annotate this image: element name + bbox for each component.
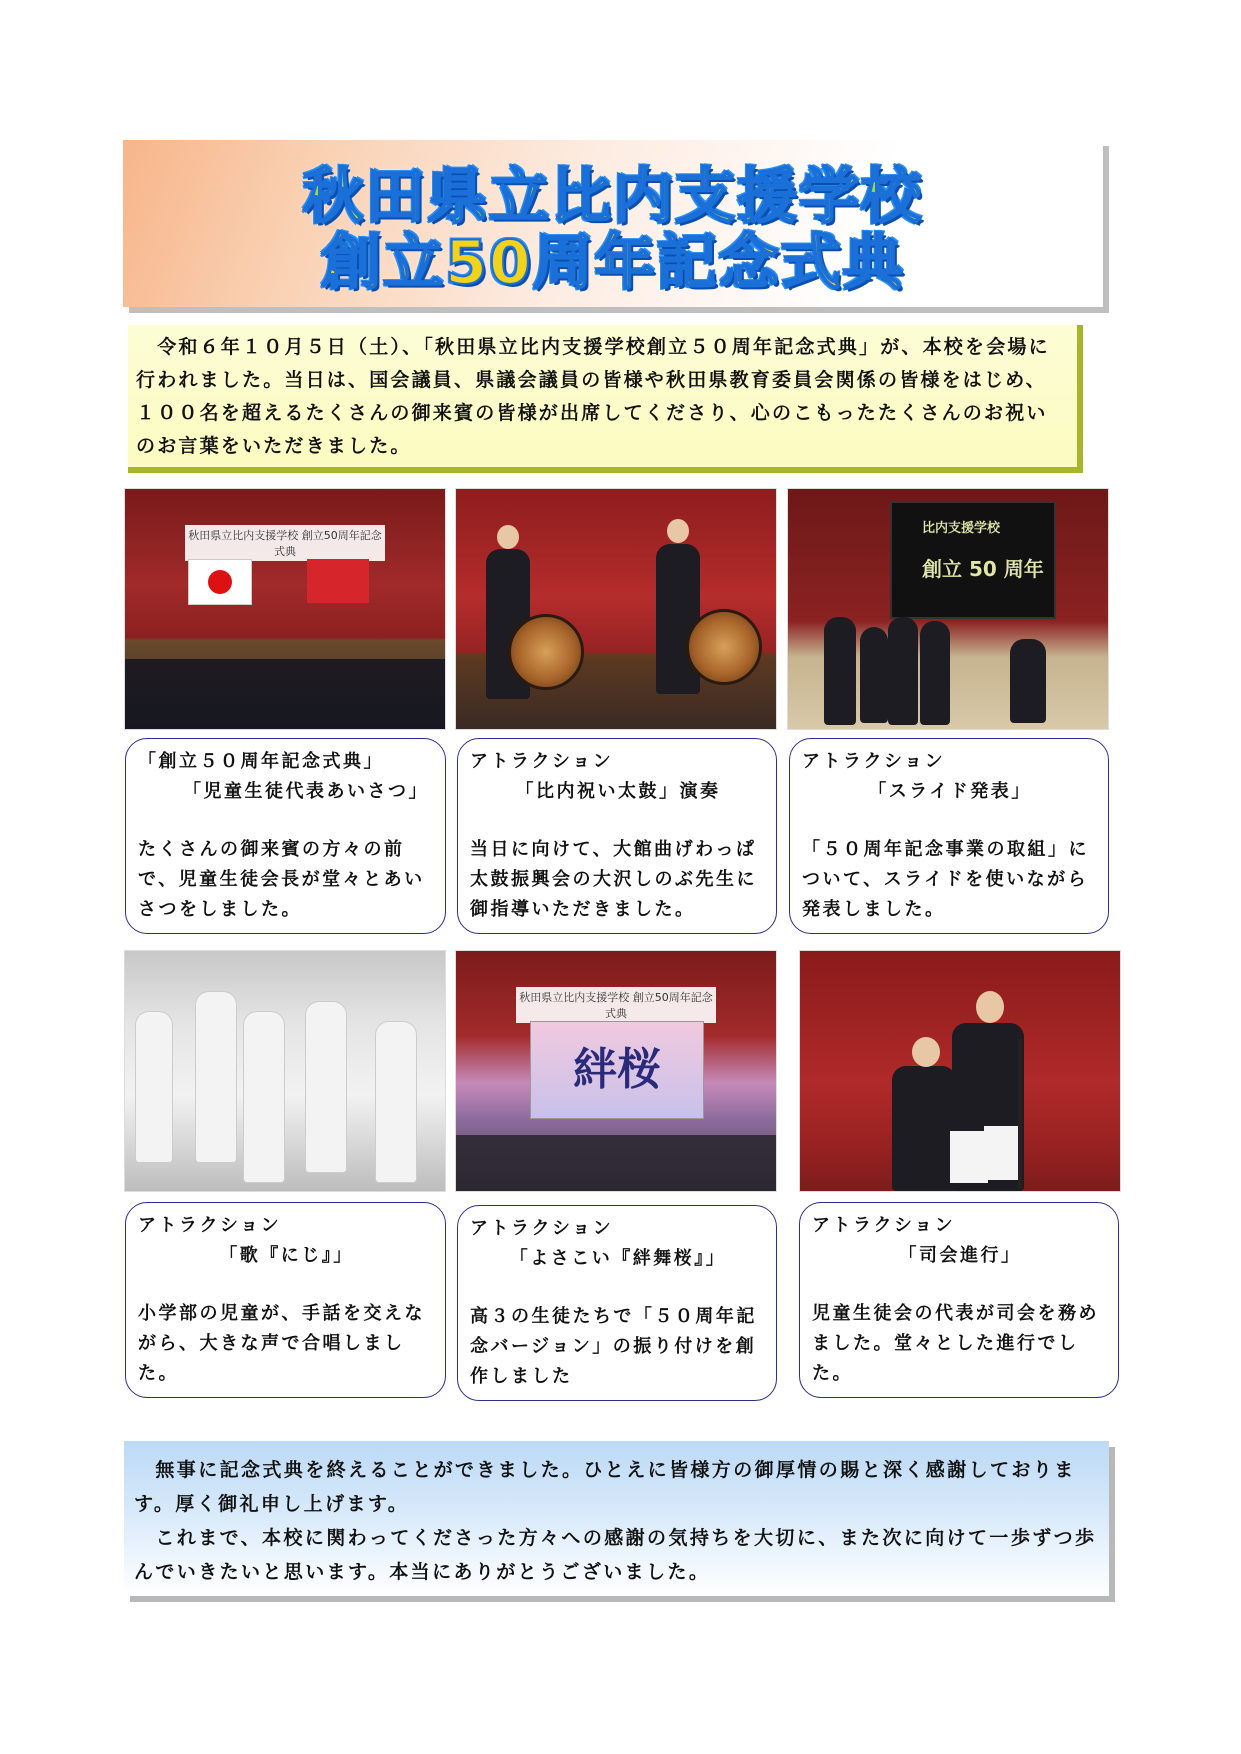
caption-body: 児童生徒会の代表が司会を務めました。堂々とした進行でした。 (812, 1303, 1099, 1384)
school-flag-icon (307, 559, 369, 603)
paper (950, 1131, 988, 1183)
closing-paragraph-2: これまで、本校に関わってくださった方々への感謝の気持ちを大切に、また次に向けて一歩ずつ歩んでいきたいと思います。本当にありがとうございました。 (134, 1527, 1097, 1583)
caption-heading: アトラクション (470, 751, 614, 772)
drum-icon (508, 614, 584, 690)
caption-box (457, 738, 777, 934)
caption-subheading: 「よさこい『絆舞桜』」 (509, 1248, 727, 1269)
yosakoi-sign: 絆桜 (530, 1021, 704, 1119)
audience (125, 659, 445, 729)
microphone-stand-icon (1018, 1039, 1022, 1189)
singer (135, 1011, 173, 1163)
screen-text: 比内支援学校 (922, 521, 1001, 536)
photo-mc (799, 950, 1121, 1192)
performer-head (667, 519, 689, 543)
podium (1010, 639, 1046, 723)
student (888, 617, 918, 725)
title-banner (123, 140, 1103, 307)
caption-heading: 「創立５０周年記念式典」 (138, 751, 384, 772)
photo-ceremony (124, 488, 446, 730)
screen-big-text: 創立 50 周年 (922, 557, 1044, 581)
student (920, 621, 950, 725)
caption-heading: アトラクション (470, 1218, 614, 1239)
closing-message (124, 1441, 1109, 1596)
singer (195, 991, 237, 1163)
caption-box (799, 1202, 1119, 1398)
student (824, 617, 856, 725)
closing-paragraph-1: 無事に記念式典を終えることができました。ひとえに皆様方の御厚情の賜と深く感謝しております。厚く御礼申し上げます。 (134, 1459, 1076, 1515)
stage-banner: 秋田県立比内支援学校 創立50周年記念式典 (516, 987, 716, 1023)
japan-flag-icon (188, 559, 252, 605)
caption-subheading: 「スライド発表」 (868, 781, 1032, 802)
caption-subheading: 「比内祝い太鼓」演奏 (515, 781, 721, 802)
student (892, 1066, 956, 1191)
caption-box (125, 738, 446, 934)
stage-banner: 秋田県立比内支援学校 創立50周年記念式典 (185, 525, 385, 561)
photo-slide (787, 488, 1109, 730)
page-title-line-2: 創立50周年記念式典 (321, 228, 905, 298)
drum-icon (686, 609, 762, 685)
caption-heading: アトラクション (138, 1215, 282, 1236)
student-head (912, 1037, 940, 1067)
caption-subheading: 「児童生徒代表あいさつ」 (183, 781, 429, 802)
intro-paragraph: 令和６年１０月５日（土）、「秋田県立比内支援学校創立５０周年記念式典」が、本校を会場に行われました。当日は、国会議員、県議会議員の皆様や秋田県教育委員会関係の皆様をはじめ、１００名を超えるたくさんの御来賓の皆様が出席してくださり、心のこもったたくさんのお祝いのお言葉をいただきました。 (128, 325, 1083, 473)
caption-subheading: 「司会進行」 (898, 1245, 1022, 1266)
caption-heading: アトラクション (802, 751, 946, 772)
caption-body: たくさんの御来賓の方々の前で、児童生徒会長が堂々とあいさつをしました。 (138, 839, 425, 920)
singer (305, 1001, 347, 1173)
caption-body: 当日に向けて、大館曲げわっぱ太鼓振興会の大沢しのぶ先生に御指導いただきました。 (470, 839, 757, 920)
projection-screen (890, 501, 1056, 619)
caption-body: 「５０周年記念事業の取組」について、スライドを使いながら発表しました。 (802, 839, 1089, 920)
photo-taiko (455, 488, 777, 730)
singer (243, 1011, 285, 1183)
caption-body: 高３の生徒たちで「５０周年記念バージョン」の振り付けを創作しました (470, 1306, 757, 1387)
singer (375, 1021, 417, 1183)
caption-subheading: 「歌『にじ』」 (219, 1245, 354, 1266)
student-head (976, 991, 1004, 1023)
audience (456, 1135, 776, 1191)
student (860, 627, 888, 723)
photo-yosakoi (455, 950, 777, 1192)
caption-box (789, 738, 1109, 934)
caption-box (457, 1205, 777, 1401)
caption-body: 小学部の児童が、手話を交えながら、大きな声で合唱しました。 (138, 1303, 425, 1384)
page-title-line-1: 秋田県立比内支援学校 (303, 162, 923, 232)
photo-choir (124, 950, 446, 1192)
performer-head (497, 525, 519, 549)
paper (984, 1126, 1022, 1180)
caption-heading: アトラクション (812, 1215, 956, 1236)
performer (656, 544, 700, 694)
caption-box (125, 1202, 446, 1398)
